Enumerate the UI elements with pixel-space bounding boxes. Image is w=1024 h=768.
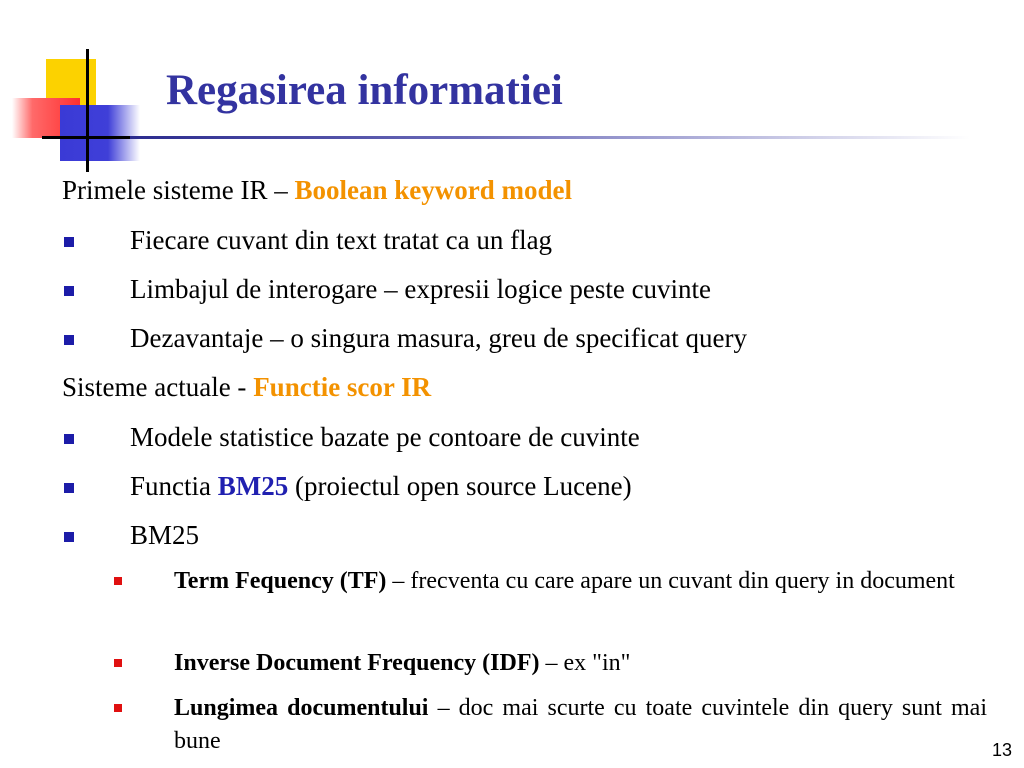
bullet-item: Dezavantaje – o singura masura, greu de specificat query xyxy=(130,323,747,353)
page-number: 13 xyxy=(991,740,1012,760)
section-heading-2 xyxy=(62,371,431,403)
sub-bullet-item xyxy=(174,647,987,680)
sub-bullet-square-icon xyxy=(114,704,122,712)
sub-bullet-text: – ex "in" xyxy=(539,650,631,676)
bullet-item: Modele statistice bazate pe contoare de cuvinte xyxy=(130,422,640,452)
sub-bullet-term: Lungimea documentului xyxy=(174,695,429,721)
slide-title: Regasirea informatiei xyxy=(166,67,563,114)
sub-bullet-text: – frecventa cu care apare un cuvant din query in document xyxy=(386,568,955,594)
section-heading-prefix: Primele sisteme IR – xyxy=(62,175,295,205)
bullet-suffix: (proiectul open source Lucene) xyxy=(288,471,632,501)
sub-bullet-term: Inverse Document Frequency (IDF) xyxy=(174,650,540,676)
sub-bullet-item xyxy=(174,692,987,758)
logo-vertical-line xyxy=(86,49,89,172)
logo-blue-square xyxy=(60,105,140,161)
bullet-square-icon xyxy=(64,483,74,493)
section-heading-1 xyxy=(62,174,572,206)
bm25-highlight: BM25 xyxy=(217,471,289,501)
sub-bullet-term: Term Fequency (TF) xyxy=(174,568,387,594)
title-underline-rule xyxy=(130,136,970,139)
bullet-square-icon xyxy=(64,237,74,247)
sub-bullet-square-icon xyxy=(114,659,122,667)
sub-bullet-text: – doc mai scurte cu toate cuvintele din query sunt mai bune xyxy=(174,695,987,754)
section-heading-highlight: Boolean keyword model xyxy=(294,175,572,205)
sub-bullet-item xyxy=(174,565,987,598)
bullet-item: BM25 xyxy=(130,520,200,550)
bullet-square-icon xyxy=(64,286,74,296)
section-heading-prefix: Sisteme actuale - xyxy=(62,372,254,402)
bullet-item xyxy=(130,470,632,502)
bullet-square-icon xyxy=(64,335,74,345)
sub-bullet-square-icon xyxy=(114,577,122,585)
bullet-item: Limbajul de interogare – expresii logice peste cuvinte xyxy=(130,274,712,304)
section-heading-highlight: Functie scor IR xyxy=(253,372,432,402)
bullet-square-icon xyxy=(64,434,74,444)
bullet-item: Fiecare cuvant din text tratat ca un flag xyxy=(130,225,553,255)
logo-horizontal-line xyxy=(42,136,134,139)
bullet-square-icon xyxy=(64,532,74,542)
bullet-prefix: Functia xyxy=(130,471,218,501)
